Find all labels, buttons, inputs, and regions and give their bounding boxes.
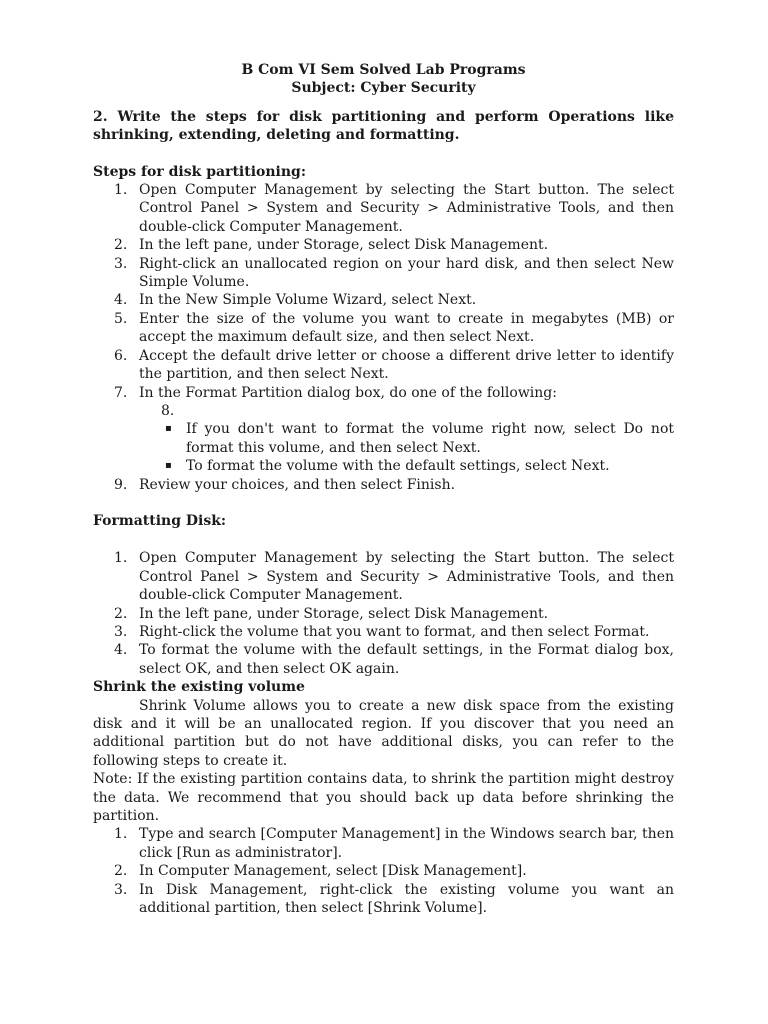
sub-number: 8.: [161, 402, 175, 419]
partitioning-heading: Steps for disk partitioning:: [93, 163, 306, 180]
partitioning-last-step: [93, 476, 674, 494]
list-item: 3. In Disk Management, right-click the existing volume you want an additional partition, then select [Shrink Volume].: [114, 881, 674, 917]
list-item: 9. Review your choices, and then select Finish.: [114, 476, 456, 493]
bullet-item: ▪ To format the volume with the default settings, select Next.: [165, 458, 610, 475]
list-item: 1. Type and search [Computer Management] in the Windows search bar, then click [Run as administrator].: [114, 826, 674, 861]
shrink-note: Note: If the existing partition contains data, to shrink the partition might destroy the data. We recommend that you should back up data before shrinking the partition.: [93, 771, 674, 825]
doc-header-line1: B Com VI Sem Solved Lab Programs: [241, 62, 526, 78]
shrink-steps: [93, 825, 674, 917]
bullet-icon: ▪: [165, 460, 172, 472]
list-item: 2. In the left pane, under Storage, select Disk Management.: [114, 605, 549, 622]
list-item: 2. In Computer Management, select [Disk Management].: [114, 863, 527, 880]
question-title: 2. Write the steps for disk partitioning and perform Operations like shrinking, extending, deleting and formatting.: [93, 108, 674, 144]
list-item: 1. Open Computer Management by selecting the Start button. The select Control Panel > System and Security > Administrative Tools, and then double-click Computer Management.: [114, 550, 674, 604]
document-body: [93, 61, 674, 917]
shrink-paragraph: Shrink Volume allows you to create a new disk space from the existing disk and it will be an unallocated region. If you discover that you need an additional partition but do not have additional disks, you can refer to the following steps to create it.: [93, 697, 674, 769]
bullet-icon: ▪: [165, 423, 172, 435]
list-item: 4. To format the volume with the default settings, in the Format dialog box, select OK, and then select OK again.: [114, 642, 674, 677]
bullet-item: ▪ If you don't want to format the volume right now, select Do not format this volume, and then select Next.: [165, 421, 674, 456]
list-item: 2. In the left pane, under Storage, select Disk Management.: [114, 237, 549, 254]
list-item: 3. Right-click an unallocated region on your hard disk, and then select New Simple Volume.: [114, 255, 674, 291]
list-item: 1. Open Computer Management by selecting the Start button. The select Control Panel > System and Security > Administrative Tools, and then double-click Computer Management.: [114, 182, 674, 235]
partitioning-steps: [93, 181, 674, 402]
list-item: 4. In the New Simple Volume Wizard, select Next.: [114, 292, 477, 309]
list-item: 3. Right-click the volume that you want to format, and then select Format.: [114, 623, 650, 640]
list-item: 6. Accept the default drive letter or choose a different drive letter to identify the partition, and then select Next.: [114, 347, 674, 383]
formatting-steps: [93, 549, 674, 678]
doc-header-line2: Subject: Cyber Security: [291, 80, 476, 97]
shrink-heading: Shrink the existing volume: [93, 679, 305, 696]
list-item: 7. In the Format Partition dialog box, do one of the following:: [114, 384, 557, 401]
formatting-heading: Formatting Disk:: [93, 512, 227, 529]
list-item: 5. Enter the size of the volume you want to create in megabytes (MB) or accept the maximum default size, and then select Next.: [114, 310, 674, 346]
